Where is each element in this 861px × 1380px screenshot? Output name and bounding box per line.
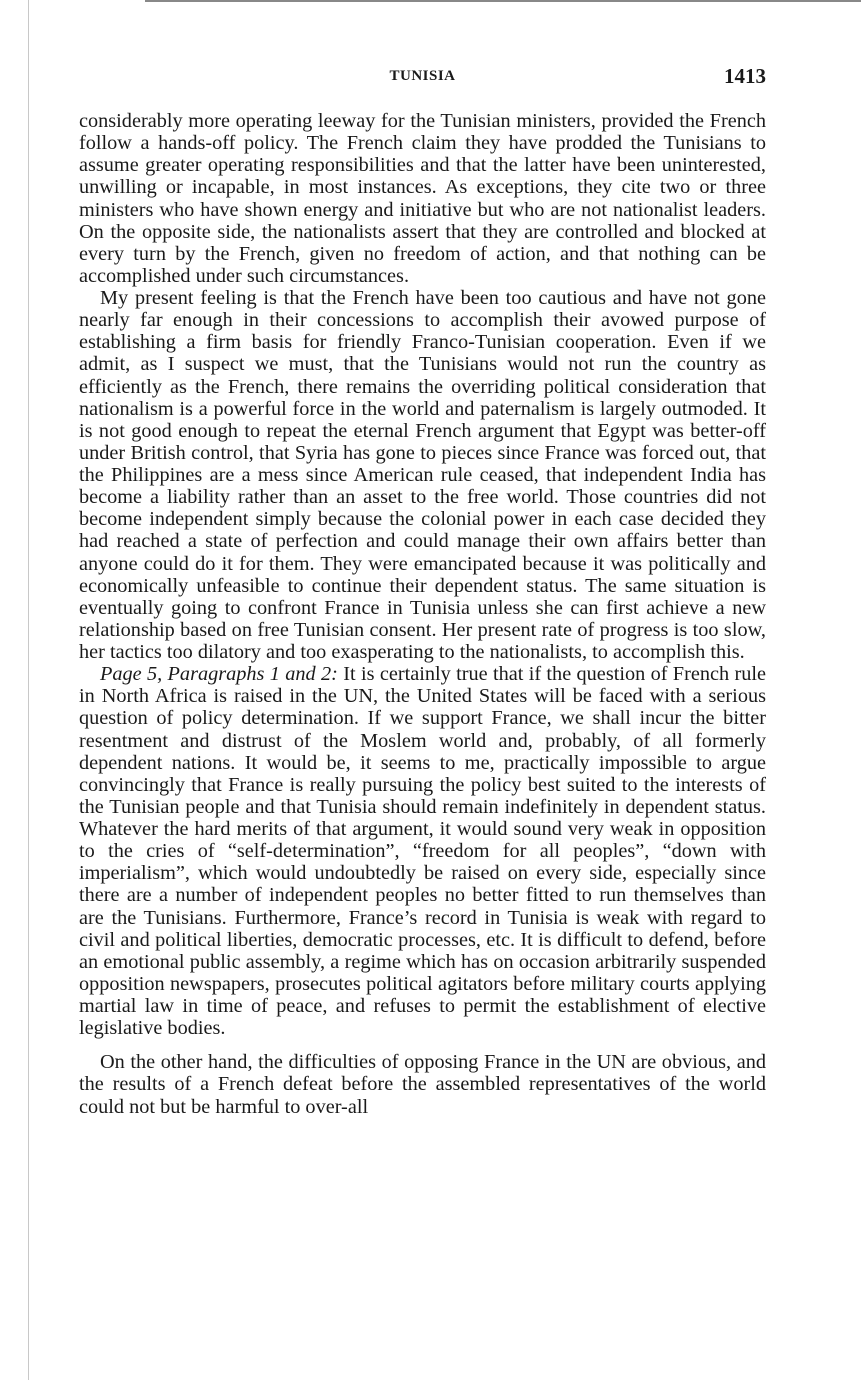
paragraph-continuation: considerably more operating leeway for the Tunisian ministers, provided the French follow a hands-off policy. The French claim they have prodded the Tunisians to assume greater operating responsibilities and that the latter have been uninterested, unwilling or incapable, in most instances. As exceptions, they cite two or three ministers who have shown energy and initiative but who are not nationalist leaders. On the opposite side, the nationalists assert that they are controlled and blocked at every turn by the French, given no freedom of action, and that nothing can be accomplished under such circumstances. — [79, 110, 766, 287]
paragraph-page-5-text: It is certainly true that if the question of French rule in North Africa is raised in the UN, the United States will be faced with a serious question of policy determination. If we support France, we shall incur the bitter resentment and distrust of the Moslem world and, probably, of all formerly dependent nations. It would be, it seems to me, practically impossible to argue convincingly that France is really pursuing the policy best suited to the interests of the Tunisian people and that Tunisia should remain indefinitely in dependent status. Whatever the hard merits of that argument, it would sound very weak in opposition to the cries of “self-determination”, “freedom for all peoples”, “down with imperialism”, which would undoubtedly be raised on every side, especially since there are a number of independent peoples no better fitted to run themselves than are the Tunisians. Furthermore, France’s record in Tunisia is weak with regard to civil and political liberties, democratic processes, etc. It is difficult to defend, before an emotional public assembly, a regime which has on occasion arbitrarily suspended opposition newspapers, prosecutes political agitators before military courts applying martial law in time of peace, and refuses to permit the establishment of elective legislative bodies. — [79, 663, 766, 1040]
paragraph-reference: Page 5, Paragraphs 1 and 2: — [100, 663, 338, 686]
page-header — [79, 64, 766, 90]
paragraph-present-feeling: My present feeling is that the French have been too cautious and have not gone nearly far enough in their concessions to accomplish their avowed purpose of establishing a firm basis for friendly Franco-Tunisian cooperation. Even if we admit, as I suspect we must, that the Tunisians would not run the country as efficiently as the French, there remains the overriding political consideration that nationalism is a powerful force in the world and paternalism is largely outmoded. It is not good enough to repeat the eternal French argument that Egypt was better-off under British control, that Syria has gone to pieces since France was forced out, that the Philippines are a mess since American rule ceased, that independent India has become a liability rather than an asset to the free world. Those countries did not become independent simply because the colonial power in each case decided they had reached a state of perfection and could manage their own affairs better than anyone could do it for them. They were emancipated because it was politically and economically unfeasible to continue their dependent status. The same situation is eventually going to confront France in Tunisia unless she can first achieve a new relationship based on free Tunisian consent. Her present rate of progress is too slow, her tactics too dilatory and too exasperating to the nationalists, to accomplish this. — [79, 287, 766, 663]
page-number: 1413 — [724, 64, 766, 88]
binding-edge — [28, 0, 29, 1380]
body-text — [79, 110, 766, 1118]
running-head: TUNISIA — [389, 68, 456, 84]
paragraph-other-hand: On the other hand, the difficulties of opposing France in the UN are obvious, and the results of a French defeat before the assembled representatives of the world could not but be harmful to over-all — [79, 1051, 766, 1118]
top-rule — [145, 0, 861, 2]
paragraph-page-5 — [79, 663, 766, 1039]
